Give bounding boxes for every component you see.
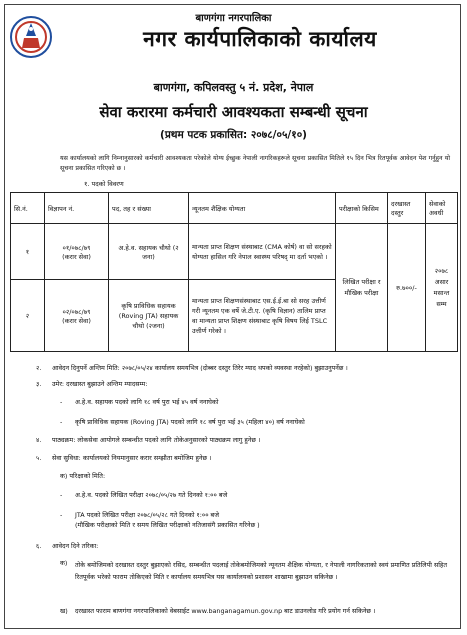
adv-number: ०१/०७८/७९ [62, 243, 91, 252]
bullet-dash: - [60, 418, 63, 426]
cell-exam-type: लिखित परीक्षा र मौखिक परीक्षा [336, 224, 388, 352]
item-letter: क) [60, 559, 68, 567]
item-number: ६. [36, 542, 42, 550]
adv-number: ०२/०७८/७९ [62, 307, 91, 316]
intro-paragraph: यस कार्यालयको लागि निम्नानुसारको कर्मचारी आवश्यकता परेकोले योग्य ईच्छुक नेपाली नागरिकहरूले सूचना प्रकासित मितिले १५ दिन भित्र रितपूर्वक आवेदन पेश गर्नुहुन यो सूचना प्रकासित गरिएको छ । [60, 155, 450, 172]
item-number: ४. [36, 436, 42, 444]
item-text: क) परिक्षाको मिति: [60, 472, 106, 480]
publication-date: (प्रथम पटक प्रकासित: २०७८/०५/१०) [160, 129, 307, 141]
col-header-duration: सेवाको अवधी [426, 193, 458, 224]
item-number: ३. [36, 380, 42, 388]
item-text: दरखास्त फाराम बाणगंगा नगरपालिकाको वेबसाईट www.banganagamun.gov.np बाट डाउनलोड गरि प्रयोग गर्न सकिनेछ । [75, 607, 376, 615]
cell-duration: २०७८ असार मसान्त सम्म [426, 224, 458, 352]
item-text: आवेदन दिने तरिका: [52, 542, 99, 550]
cell-sn: १ [11, 224, 45, 280]
item-text: उमेर: दरखास्त बुझाउने अन्तिम म्यादसम्म: [52, 380, 148, 388]
cell-qualification: मान्यता प्राप्त शिक्षण संस्थाबाट (CMA कोर्ष) वा सो सरहको योग्यता हासिल गरि नेपाल स्वास्थ्य परिषद् मा दर्ता भएको । [189, 224, 336, 280]
office-title: नगर कार्यपालिकाको कार्यालय [143, 27, 377, 51]
col-header-post: पद, तह र संख्या [109, 193, 189, 224]
vacancy-table [10, 192, 458, 352]
cell-qualification: मान्यता प्राप्त शिक्षणसंस्थाबाट एस.ई.ई.बा सो सरह उत्तीर्ण गरी न्यूनतम एक वर्षे जे.टी.ए. (कृषि विज्ञान) तालिम प्राप्त वा मान्यता प्राप्त शिक्षण संस्थाबाट कृषि विषय लिई TSLC उत्तीर्ण गरेको । [189, 280, 336, 352]
cell-post: कृषि प्राविधिक सहायक (Roving JTA) सहायक चौथो (२जना) [109, 280, 189, 352]
item-text: अ.हे.व. पदको लिखित परीक्षा २०७८/०५/२७ गते दिनको १:०० बजे [75, 491, 228, 499]
item-text: पाठ्यक्रम: लोकसेवा आयोगले सम्बन्धीत पदको लागि तोकेअनुसारको पाठ्यक्रम लागु हुनेछ । [52, 436, 261, 444]
adv-type: (करार सेवा) [62, 252, 91, 261]
item-number: २. [36, 364, 42, 372]
cell-post: अ.हे.व. सहायक चौथो (२ जना) [109, 224, 189, 280]
col-header-fee: दरखास्त दस्तुर [388, 193, 426, 224]
table-row [11, 224, 458, 280]
cell-sn: २ [11, 280, 45, 352]
item-text: आवेदन दिनुपर्ने अन्तिम मिति: २०७८/०५/२४ कार्यालय समयभित्र (दोब्बर दस्तुर तिरेर म्याद थपको व्यवस्था नरहेको) बुझाउनुपर्नेछ । [52, 364, 348, 372]
office-address: बाणगंगा, कपिलवस्तु ५ नं. प्रदेश, नेपाल [153, 81, 314, 94]
cell-adv-no [45, 280, 109, 352]
cell-adv-no [45, 224, 109, 280]
item-text: (मौखिक परीक्षाको मिति र समय लिखित परीक्षाको नतिजासंगै प्रकासित गरिनेछ ) [75, 521, 260, 529]
adv-type: (करार सेवा) [62, 316, 91, 325]
col-header-adv-no: विज्ञापन नं. [45, 193, 109, 224]
item-text: अ.हे.व. सहायक पदको लागि १८ वर्ष पुरा भई ४५ वर्ष ननाघेको [75, 398, 219, 406]
bullet-dash: - [60, 511, 63, 519]
bullet-dash: - [60, 398, 63, 406]
col-header-qualification: न्यूनतम शैक्षिक योग्यता [189, 193, 336, 224]
municipality-name: बाणगंगा नगरपालिका [195, 13, 272, 24]
item-text: JTA पदको लिखित परीक्षा २०७८/०५/२८ गते दिनको १:०० बजे [75, 511, 219, 519]
item-text: कृषि प्राविधिक सहायक (Roving JTA) पदको लागि १८ वर्ष पुरा भई ३५ (महिला ४०) वर्ष ननाघेको [75, 418, 305, 426]
col-header-sn: सि.नं. [11, 193, 45, 224]
col-header-exam: परीक्षाको किसिम [336, 193, 388, 224]
item-number: ५. [36, 454, 42, 462]
notice-title: सेवा करारमा कर्मचारी आवश्यकता सम्बन्धी सूचना [99, 103, 368, 121]
section-heading-post-details: १. पदको विवरण [84, 180, 124, 188]
cell-fee: रु.७००/- [388, 224, 426, 352]
item-letter: ख) [60, 607, 68, 615]
item-text: तोके बमोजिमको दरखास्त दस्तुर बुझाएको रसिद, सम्बन्धीत पदलाई तोकेबमोजिमको न्यूनतम शैक्षिक योग्यता, र नेपाली नागरिकताको स्वयं प्रमाणित प्रतिलिपी सहित रितपूर्वक भरेको फाराम तोकिएको मिति र कार्यालय समयभित्र यस कार्यालयको प्रशासन शाखामा बुझाउन सकिनेछ । [75, 561, 447, 581]
bullet-dash: - [60, 491, 63, 499]
table-header-row [11, 193, 458, 224]
item-text: सेवा सुविधा: कार्यालयको नियमानुसार करार सम्झौता बमोजिम हुनेछ । [52, 454, 212, 462]
